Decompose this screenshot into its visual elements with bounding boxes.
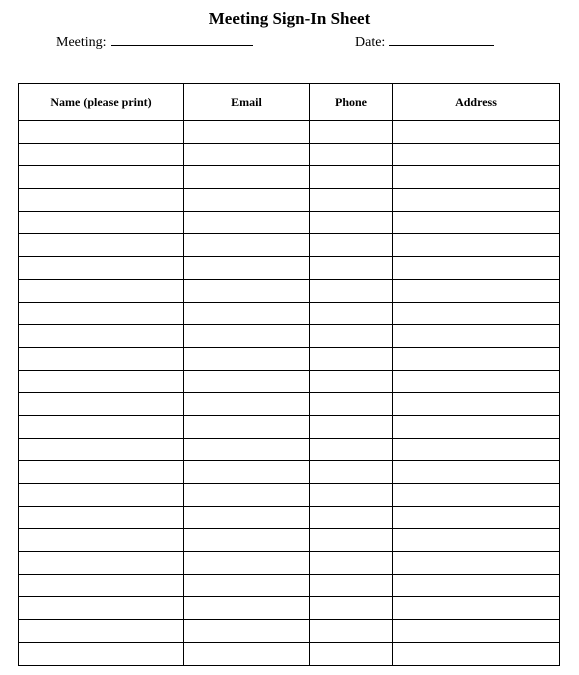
address-cell[interactable] — [393, 506, 560, 529]
date-label: Date: — [355, 35, 386, 50]
phone-cell[interactable] — [310, 370, 393, 393]
name-cell[interactable] — [19, 574, 184, 597]
email-cell[interactable] — [184, 211, 310, 234]
phone-cell[interactable] — [310, 347, 393, 370]
table-row — [19, 121, 560, 144]
table-body — [19, 121, 560, 666]
table-row — [19, 529, 560, 552]
address-cell[interactable] — [393, 529, 560, 552]
name-cell[interactable] — [19, 506, 184, 529]
meeting-blank-line[interactable] — [111, 33, 253, 46]
table-row — [19, 143, 560, 166]
address-cell[interactable] — [393, 325, 560, 348]
column-header-name: Name (please print) — [19, 84, 184, 121]
name-cell[interactable] — [19, 552, 184, 575]
sign-in-table — [18, 83, 560, 666]
address-cell[interactable] — [393, 415, 560, 438]
phone-cell[interactable] — [310, 257, 393, 280]
address-cell[interactable] — [393, 302, 560, 325]
phone-cell[interactable] — [310, 597, 393, 620]
address-cell[interactable] — [393, 279, 560, 302]
email-cell[interactable] — [184, 370, 310, 393]
phone-cell[interactable] — [310, 461, 393, 484]
phone-cell[interactable] — [310, 552, 393, 575]
table-row — [19, 574, 560, 597]
name-cell[interactable] — [19, 257, 184, 280]
phone-cell[interactable] — [310, 506, 393, 529]
email-cell[interactable] — [184, 302, 310, 325]
email-cell[interactable] — [184, 461, 310, 484]
address-cell[interactable] — [393, 166, 560, 189]
phone-cell[interactable] — [310, 302, 393, 325]
phone-cell[interactable] — [310, 166, 393, 189]
email-cell[interactable] — [184, 642, 310, 665]
table-row — [19, 347, 560, 370]
email-cell[interactable] — [184, 393, 310, 416]
name-cell[interactable] — [19, 484, 184, 507]
phone-cell[interactable] — [310, 189, 393, 212]
email-cell[interactable] — [184, 415, 310, 438]
table-row — [19, 302, 560, 325]
table-row — [19, 393, 560, 416]
name-cell[interactable] — [19, 189, 184, 212]
phone-cell[interactable] — [310, 438, 393, 461]
table-row — [19, 461, 560, 484]
name-cell[interactable] — [19, 461, 184, 484]
name-cell[interactable] — [19, 211, 184, 234]
address-cell[interactable] — [393, 620, 560, 643]
phone-cell[interactable] — [310, 211, 393, 234]
email-cell[interactable] — [184, 325, 310, 348]
email-cell[interactable] — [184, 347, 310, 370]
table-row — [19, 506, 560, 529]
address-cell[interactable] — [393, 370, 560, 393]
table-header-row — [19, 84, 560, 121]
address-cell[interactable] — [393, 257, 560, 280]
table-row — [19, 234, 560, 257]
table-row — [19, 552, 560, 575]
email-cell[interactable] — [184, 121, 310, 144]
email-cell[interactable] — [184, 574, 310, 597]
table-row — [19, 415, 560, 438]
column-header-address: Address — [393, 84, 560, 121]
phone-cell[interactable] — [310, 620, 393, 643]
address-cell[interactable] — [393, 211, 560, 234]
email-cell[interactable] — [184, 189, 310, 212]
address-cell[interactable] — [393, 574, 560, 597]
name-cell[interactable] — [19, 325, 184, 348]
phone-cell[interactable] — [310, 393, 393, 416]
table-row — [19, 257, 560, 280]
address-cell[interactable] — [393, 461, 560, 484]
name-cell[interactable] — [19, 234, 184, 257]
name-cell[interactable] — [19, 279, 184, 302]
address-cell[interactable] — [393, 234, 560, 257]
address-cell[interactable] — [393, 438, 560, 461]
name-cell[interactable] — [19, 620, 184, 643]
email-cell[interactable] — [184, 620, 310, 643]
address-cell[interactable] — [393, 552, 560, 575]
table-row — [19, 279, 560, 302]
table-row — [19, 484, 560, 507]
phone-cell[interactable] — [310, 484, 393, 507]
name-cell[interactable] — [19, 642, 184, 665]
name-cell[interactable] — [19, 166, 184, 189]
phone-cell[interactable] — [310, 121, 393, 144]
phone-cell[interactable] — [310, 234, 393, 257]
email-cell[interactable] — [184, 279, 310, 302]
table-row — [19, 642, 560, 665]
table-row — [19, 620, 560, 643]
column-header-email: Email — [184, 84, 310, 121]
email-cell[interactable] — [184, 234, 310, 257]
address-cell[interactable] — [393, 597, 560, 620]
date-blank-line[interactable] — [389, 33, 494, 46]
name-cell[interactable] — [19, 347, 184, 370]
name-cell[interactable] — [19, 370, 184, 393]
email-cell[interactable] — [184, 484, 310, 507]
page-title: Meeting Sign-In Sheet — [208, 9, 371, 28]
name-cell[interactable] — [19, 393, 184, 416]
address-cell[interactable] — [393, 484, 560, 507]
phone-cell[interactable] — [310, 642, 393, 665]
table-row — [19, 211, 560, 234]
email-cell[interactable] — [184, 597, 310, 620]
name-cell[interactable] — [19, 415, 184, 438]
date-field — [355, 33, 494, 52]
column-header-phone: Phone — [310, 84, 393, 121]
email-cell[interactable] — [184, 506, 310, 529]
phone-cell[interactable] — [310, 529, 393, 552]
address-cell[interactable] — [393, 189, 560, 212]
meeting-field — [56, 33, 253, 52]
email-cell[interactable] — [184, 143, 310, 166]
address-cell[interactable] — [393, 393, 560, 416]
address-cell[interactable] — [393, 143, 560, 166]
meeting-label: Meeting: — [56, 35, 107, 50]
phone-cell[interactable] — [310, 143, 393, 166]
table-row — [19, 189, 560, 212]
email-cell[interactable] — [184, 438, 310, 461]
email-cell[interactable] — [184, 529, 310, 552]
address-cell[interactable] — [393, 347, 560, 370]
email-cell[interactable] — [184, 166, 310, 189]
email-cell[interactable] — [184, 257, 310, 280]
name-cell[interactable] — [19, 597, 184, 620]
table-row — [19, 438, 560, 461]
table-row — [19, 166, 560, 189]
address-cell[interactable] — [393, 642, 560, 665]
name-cell[interactable] — [19, 302, 184, 325]
phone-cell[interactable] — [310, 574, 393, 597]
name-cell[interactable] — [19, 121, 184, 144]
email-cell[interactable] — [184, 552, 310, 575]
address-cell[interactable] — [393, 121, 560, 144]
phone-cell[interactable] — [310, 325, 393, 348]
phone-cell[interactable] — [310, 415, 393, 438]
phone-cell[interactable] — [310, 279, 393, 302]
table-row — [19, 597, 560, 620]
table-row — [19, 325, 560, 348]
name-cell[interactable] — [19, 529, 184, 552]
name-cell[interactable] — [19, 438, 184, 461]
table-row — [19, 370, 560, 393]
name-cell[interactable] — [19, 143, 184, 166]
